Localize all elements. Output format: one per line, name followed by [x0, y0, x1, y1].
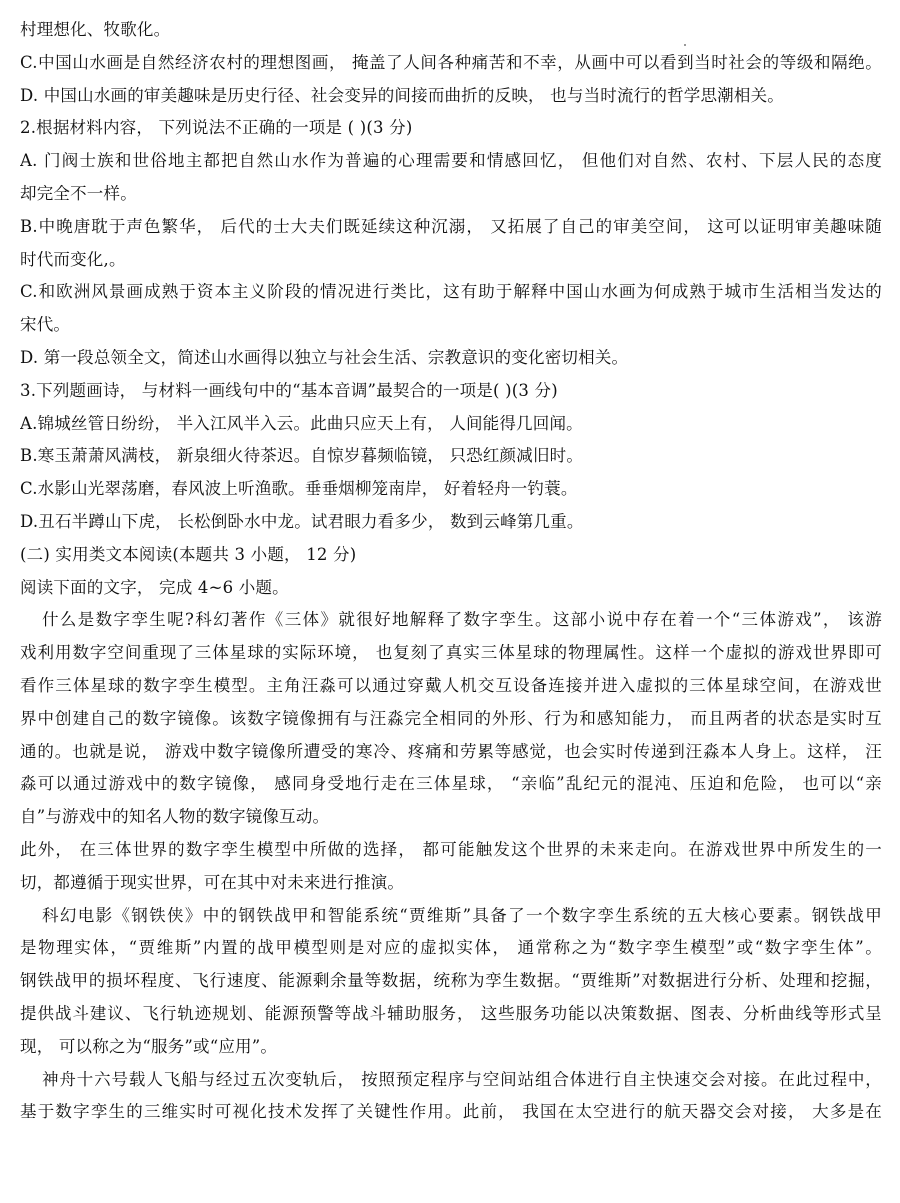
section-heading: (二) 实用类文本阅读(本题共 3 小题， 12 分): [20, 544, 357, 564]
paragraph-line: 此外， 在三体世界的数字孪生模型中所做的选择， 都可能触发这个世界的未来走向。在游戏世界中所发生的一: [20, 839, 882, 859]
q2-option-b-line-2: 时代而变化,。: [20, 249, 126, 269]
paragraph-line: 现， 可以称之为“服务”或“应用”。: [20, 1036, 278, 1056]
q3-option-a: A.锦城丝管日纷纷， 半入江风半入云。此曲只应天上有， 人间能得几回闻。: [20, 413, 583, 433]
option-d-line: D. 中国山水画的审美趣味是历史行径、社会变异的间接而曲折的反映， 也与当时流行的哲学思潮相关。: [20, 85, 784, 105]
q3-option-d: D.丑石半蹲山下虎， 长松倒卧水中龙。试君眼力看多少， 数到云峰第几重。: [20, 511, 584, 531]
paragraph-line: 什么是数字孪生呢?科幻著作《三体》就很好地解释了数字孪生。这部小说中存在着一个“三体游戏”， 该游: [42, 610, 882, 630]
q2-option-b-line-1: B.中晚唐耽于声色繁华， 后代的士大夫们既延续这种沉溺， 又拓展了自己的审美空间， 这可以证明审美趣味随: [20, 216, 882, 236]
paragraph-line: 通的。也就是说， 游戏中数字镜像所遭受的寒冷、疼痛和劳累等感觉，也会实时传递到汪淼本人身上。这样， 汪: [20, 741, 882, 761]
paragraph-line: 是物理实体，“贾维斯”内置的战甲模型则是对应的虚拟实体， 通常称之为“数字孪生模型”或“数字孪生体”。: [20, 938, 882, 958]
paragraph-line: 界中创建自己的数字镜像。该数字镜像拥有与汪淼完全相同的外形、行为和感知能力， 而且两者的状态是实时互: [20, 708, 882, 728]
paragraph-line: 切，都遵循于现实世界，可在其中对未来进行推演。: [20, 872, 405, 892]
q3-option-c: C.水影山光翠荡磨，春风波上听渔歌。垂垂烟柳笼南岸， 好着轻舟一钓蓑。: [20, 479, 578, 499]
reading-instruction: 阅读下面的文字， 完成 4~6 小题。: [20, 577, 289, 597]
paragraph-line: 看作三体星球的数字孪生模型。主角汪淼可以通过穿戴人机交互设备连接并进入虚拟的三体星球空间，在游戏世: [20, 675, 882, 695]
q2-option-a-line-1: A. 门阀士族和世俗地主都把自然山水作为普遍的心理需要和情感回忆， 但他们对自然、农村、下层人民的态度: [20, 151, 882, 171]
q3-option-b: B.寒玉萧萧风满枝， 新泉细火待茶迟。自惊岁暮频临镜， 只恐红颜减旧时。: [20, 446, 584, 466]
question-3-heading: 3.下列题画诗， 与材料一画线句中的“基本音调”最契合的一项是( )(3 分): [20, 380, 558, 400]
text-line: 村理想化、牧歌化。: [20, 20, 171, 39]
paragraph-line: 基于数字孪生的三维实时可视化技术发挥了关键性作用。此前， 我国在太空进行的航天器交会对接， 大多是在: [20, 1102, 882, 1122]
paragraph-line: 自”与游戏中的知名人物的数字镜像互动。: [20, 807, 330, 827]
paragraph-line: 戏利用数字空间重现了三体星球的实际环境， 也复刻了真实三体星球的物理属性。这样一个虚拟的游戏世界即可: [20, 643, 882, 663]
paragraph-line: 提供战斗建议、飞行轨迹规划、能源预警等战斗辅助服务， 这些服务功能以决策数据、图表、分析曲线等形式呈: [20, 1003, 882, 1023]
paragraph-line: 神舟十六号载人飞船与经过五次变轨后， 按照预定程序与空间站组合体进行自主快速交会对接。在此过程中，: [42, 1069, 882, 1089]
paragraph-line: 钢铁战甲的损坏程度、飞行速度、能源剩余量等数据，统称为孪生数据。“贾维斯”对数据进行分析、处理和挖掘，: [20, 971, 882, 991]
q2-option-c-line-1: C.和欧洲风景画成熟于资本主义阶段的情况进行类比，这有助于解释中国山水画为何成熟于城市生活相当发达的: [20, 282, 882, 302]
q2-option-c-line-2: 宋代。: [20, 315, 71, 335]
option-c-line: C.中国山水画是自然经济农村的理想图画， 掩盖了人间各种痛苦和不幸，从画中可以看到当时社会的等级和隔绝。: [20, 52, 882, 72]
paragraph-line: 淼可以通过游戏中的数字镜像， 感同身受地行走在三体星球， “亲临”乱纪元的混沌、压迫和危险， 也可以“亲: [20, 774, 882, 794]
document-page: [20, 14, 882, 1129]
paragraph-line: 科幻电影《钢铁侠》中的钢铁战甲和智能系统“贾维斯”具备了一个数字孪生系统的五大核心要素。钢铁战甲: [42, 905, 882, 925]
q2-option-d-line: D. 第一段总领全文，简述山水画得以独立与社会生活、宗教意识的变化密切相关。: [20, 347, 629, 367]
q2-option-a-line-2: 却完全不一样。: [20, 183, 137, 203]
question-2-heading: 2.根据材料内容， 下列说法不正确的一项是 ( )(3 分): [20, 118, 413, 138]
